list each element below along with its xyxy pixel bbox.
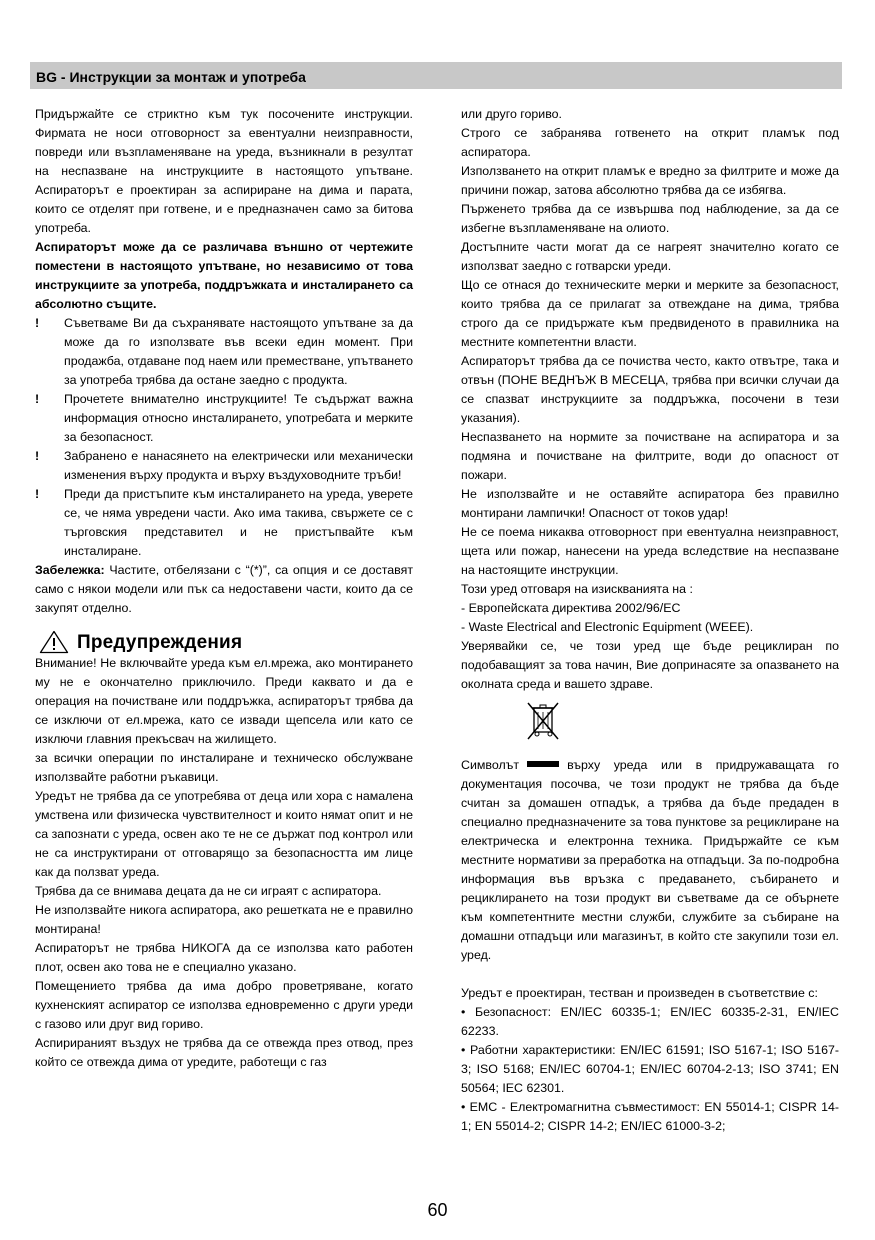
weee-symbol xyxy=(461,700,839,756)
paragraph: или друго гориво. xyxy=(461,107,563,121)
paragraph: Не се поема никаква отговорност при евентуална неизправност, щета или пожар, нанесени на уреда вследствие на неспазване на настоящите инструкции. xyxy=(461,525,839,577)
warnings-title: Предупреждения xyxy=(77,631,243,653)
warning-paragraph: Аспирираният въздух не трябва да се отвежда през отвод, през който се отвежда дима от уредите, работещи с газ xyxy=(35,1036,413,1069)
symbol-prefix: Символът xyxy=(461,758,520,772)
paragraph: Този уред отговаря на изискванията на : xyxy=(461,582,693,596)
warning-triangle-icon xyxy=(39,630,69,654)
paragraph: - Waste Electrical and Electronic Equipment (WEEE). xyxy=(461,620,754,634)
compliance-item: • Безопасност: EN/IEC 60335-1; EN/IEC 60335-2-31, EN/IEC 62233. xyxy=(461,1005,839,1038)
intro-paragraph: Придържайте се стриктно към тук посочените инструкции. Фирмата не носи отговорност за евентуални неизправности, повреди или възпламеняване на уреда, възникнали в резултат на неспазване на инструкциите в настоящото упътване. Аспираторът е проектиран за аспириране на дима и парата, които се отделят при готвене, и е предназначен само за битова употреба. xyxy=(35,107,413,235)
note-label: Забележка: xyxy=(35,563,105,577)
paragraph: Не използвайте и не оставяйте аспиратора без правилно монтирани лампички! Опасност от токов удар! xyxy=(461,487,839,520)
paragraph: Използването на открит пламък е вредно за филтрите и може да причини пожар, затова абсолютно трябва да се избягва. xyxy=(461,164,839,197)
left-column xyxy=(35,105,413,1072)
note-paragraph xyxy=(35,561,413,618)
list-item: ! Съветваме Ви да съхранявате настоящото упътване за да може да го използвате във всеки един момент. При продажба, отдаване под наем или преместване, упътването за употреба трябва да остане заедно с продукта. xyxy=(35,316,413,387)
right-column xyxy=(461,105,839,1136)
paragraph: Неспазването на нормите за почистване на аспиратора и за подмяна и почистване на филтрите, води до опасност от пожари. xyxy=(461,430,839,482)
paragraph: Пърженето трябва да се извършва под наблюдение, за да се избегне възпламеняване на олиото. xyxy=(461,202,839,235)
compliance-item: • Работни характеристики: EN/IEC 61591; ISO 5167-1; ISO 5167-3; ISO 5168; EN/IEC 60704-1; EN/IEC 60704-2-13; ISO 3741; EN 50564; IEC 62301. xyxy=(461,1043,839,1095)
warning-paragraph: Внимание! Не включвайте уреда към ел.мрежа, ако монтирането му не е окончателно приключило. Преди каквато и да е операция на почистване или поддръжка, аспираторът трябва да се изключи от ел.мрежа, като се извади щепсела или като се изключи главния прекъсвач на жилището. xyxy=(35,656,413,746)
section-header xyxy=(30,62,842,89)
exclamation-icon: ! xyxy=(35,449,40,463)
warning-paragraph: Помещението трябва да има добро проветряване, когато кухненският аспиратор се използва едновременно с други уреди с газово или друг вид гориво. xyxy=(35,979,413,1031)
list-item: ! Забранено е нанасянето на електрически или механически изменения върху продукта и върху въздуховодните тръби! xyxy=(35,449,413,482)
symbol-paragraph xyxy=(461,756,839,965)
warnings-heading xyxy=(35,630,413,654)
warning-paragraph: Трябва да се внимава децата да не си играят с аспиратора. xyxy=(35,884,382,898)
warning-paragraph: Уредът не трябва да се употребява от деца или хора с намалена умствена или физическа чувствителност и които нямат опит и не са запознати с уреда, освен ако те не се държат под контрол или не са инструктирани от отговарящо за безопасността им лице как да ползват уреда. xyxy=(35,789,413,879)
exclamation-icon: ! xyxy=(35,487,40,501)
page-number: 60 xyxy=(427,1200,448,1220)
list-item: ! Прочетете внимателно инструкциите! Те съдържат важна информация относно инсталирането, употребата и мерките за безопасност. xyxy=(35,392,413,444)
exclamation-icon: ! xyxy=(35,392,40,406)
warning-paragraph: Аспираторът не трябва НИКОГА да се използва като работен плот, освен ако това не е специално указано. xyxy=(35,941,413,974)
paragraph: - Европейската директива 2002/96/ЕС xyxy=(461,601,681,615)
section-title: BG - Инструкции за монтаж и употреба xyxy=(36,69,306,85)
warning-paragraph: за всички операции по инсталиране и техническо обслужване използвайте работни ръкавици. xyxy=(35,751,413,784)
compliance-item: • EMC - Електромагнитна съвместимост: EN 55014-1; CISPR 14-1; EN 55014-2; CISPR 14-2; EN/IEC 61000-3-2; xyxy=(461,1100,839,1133)
symbol-text: върху уреда или в придружаващата го документация посочва, че този продукт не трябва да бъде считан за домашен отпадък, а трябва да бъде предаден в специално предназначените за това пунктове за рециклиране на електрическа и електронна техника. Придържайте се към местните нормативи за преработка на отпадъци. За по-подробна информация във връзка с предаването, събирането и рециклирането на този продукт ви съветваме да се обърнете към компетентните местни служби, службите за събиране на домашни отпадъци или магазинът, в който сте закупили този ел. уред. xyxy=(461,758,839,962)
paragraph: Уверявайки се, че този уред ще бъде рециклиран по подобаващият за това начин, Вие допринасяте за опазването на околната среда и вашето здраве. xyxy=(461,639,839,691)
compliance-intro: Уредът е проектиран, тестван и произведен в съответствие с: xyxy=(461,986,818,1000)
note-text: Частите, отбелязани с “(*)”, са опция и се доставят само с някои модели или пък са недоставени части, които да се закупят отделно. xyxy=(35,563,413,615)
paragraph: Достъпните части могат да се нагреят значително когато се използват заедно с готварски уреди. xyxy=(461,240,839,273)
black-bar-icon xyxy=(527,761,559,767)
crossed-bin-icon xyxy=(525,700,561,744)
warning-paragraph: Не използвайте никога аспиратора, ако решетката не е правилно монтирана! xyxy=(35,903,413,936)
paragraph: Аспираторът трябва да се почиства често, както отвътре, така и отвън (ПОНЕ ВЕДНЪЖ В МЕСЕЦА, трябва при всички случаи да се спазват инструкциите за поддръжка, посочени в тези указания). xyxy=(461,354,839,425)
paragraph: Що се отнася до техническите мерки и мерките за безопасност, които трябва да се прилагат за отвеждане на дима, трябва строго да се придържате към предвиденото в правилника на местните компетентни власти. xyxy=(461,278,839,349)
list-item: ! Преди да пристъпите към инсталирането на уреда, уверете се, че няма увредени части. Ако има такива, свържете се с търговския представител и не пристъпвайте към инсталиране. xyxy=(35,487,413,558)
instruction-list xyxy=(35,314,413,561)
exclamation-icon: ! xyxy=(35,316,40,330)
paragraph: Строго се забранява готвенето на открит пламък под аспиратора. xyxy=(461,126,839,159)
bold-note: Аспираторът може да се различава външно от чертежите поместени в настоящото упътване, но независимо от това инструкциите за употреба, поддръжката и инсталирането са абсолютно същите. xyxy=(35,240,413,311)
